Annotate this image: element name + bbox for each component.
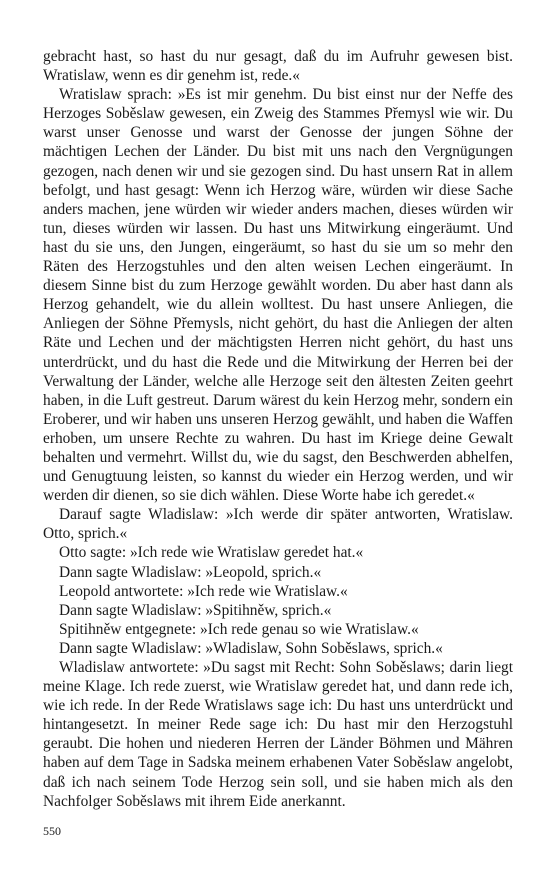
- paragraph: gebracht hast, so hast du nur gesagt, daß du im Aufruhr gewesen bist. Wratislaw, wenn es dir genehm ist, rede.«: [43, 48, 513, 85]
- paragraph: Dann sagte Wladislaw: »Leopold, sprich.«: [59, 563, 322, 581]
- paragraph: Spitihněw entgegnete: »Ich rede genau so wie Wratislaw.«: [59, 620, 419, 638]
- paragraph: Wladislaw antwortete: »Du sagst mit Recht: Sohn Soběslaws; darin liegt meine Klage. Ich rede zuerst, wie Wratislaw geredet hat, und dann rede ich, wie ich rede. In der Rede Wratislaws sage ich: Du hast uns unterdrückt und hintangesetzt. In meiner Rede sage ich: Du hast mir den Herzogstuhl geraubt. Die hohen und niederen Herren der Länder Böhmen und Mähren haben auf dem Tage in Sadska meinem erhabenen Vater Soběslaw angelobt, daß ich nach seinem Tode Herzog sein soll, und sie haben mich als den Nachfolger Soběslaws mit ihrem Eide anerkannt.: [43, 659, 513, 810]
- page-number: 550: [43, 824, 61, 838]
- paragraph: Dann sagte Wladislaw: »Spitihněw, sprich.«: [59, 601, 332, 619]
- paragraph: Wratislaw sprach: »Es ist mir genehm. Du bist einst nur der Neffe des Herzoges Soběslaw gewesen, ein Zweig des Stammes Přemysl wie wir. Du warst unser Genosse und warst der Genosse der jungen Söhne der mächtigen Lechen der Länder. Du bist mit uns nach den Vergnügungen gezogen, nach denen wir und sie gezogen sind. Du hast unsern Rat in allem befolgt, und hast gesagt: Wenn ich Herzog wäre, würden wir diese Sache anders machen, jene würden wir wieder anders machen, dieses würden wir tun, dieses würden wir lassen. Du hast uns Mitwirkung eingeräumt. Und hast du sie uns, den Jungen, eingeräumt, so hast du sie um so mehr den Räten des Herzogstuhles und den alten weisen Lechen eingeräumt. In diesem Sinne bist du zum Herzoge gewählt worden. Du aber hast dann als Herzog gehandelt, wie du allein wolltest. Du hast unsere Anliegen, die Anliegen der Söhne Přemysls, nicht gehört, du hast die Anliegen der alten Räte und Lechen und der mächtigsten Herren nicht gehört, du hast uns unterdrückt, und du hast die Rede und die Mitwirkung der Herren bei der Verwaltung der Länder, welche alle Herzoge seit den ältesten Zeiten geehrt haben, in die Luft gestreut. Darum wärest du kein Herzog mehr, sondern ein Eroberer, und wir haben uns unseren Herzog gewählt, und haben die Waffen erhoben, um unsere Rechte zu wahren. Du hast im Kriege deine Gewalt behalten und vermehrt. Willst du, wie du sagst, den Beschwerden abhelfen, und Genugtuung leisten, so kannst du wieder ein Herzog werden, und wir werden dir dienen, so sie dich wählen. Diese Worte habe ich geredet.«: [43, 86, 513, 505]
- paragraph: Dann sagte Wladislaw: »Wladislaw, Sohn Soběslaws, sprich.«: [59, 639, 443, 657]
- paragraph: Darauf sagte Wladislaw: »Ich werde dir später antworten, Wratislaw. Otto, sprich.«: [43, 506, 513, 543]
- paragraph: Leopold antwortete: »Ich rede wie Wratislaw.«: [59, 582, 348, 600]
- paragraph: Otto sagte: »Ich rede wie Wratislaw geredet hat.«: [59, 544, 364, 562]
- page-text-block: [43, 47, 513, 811]
